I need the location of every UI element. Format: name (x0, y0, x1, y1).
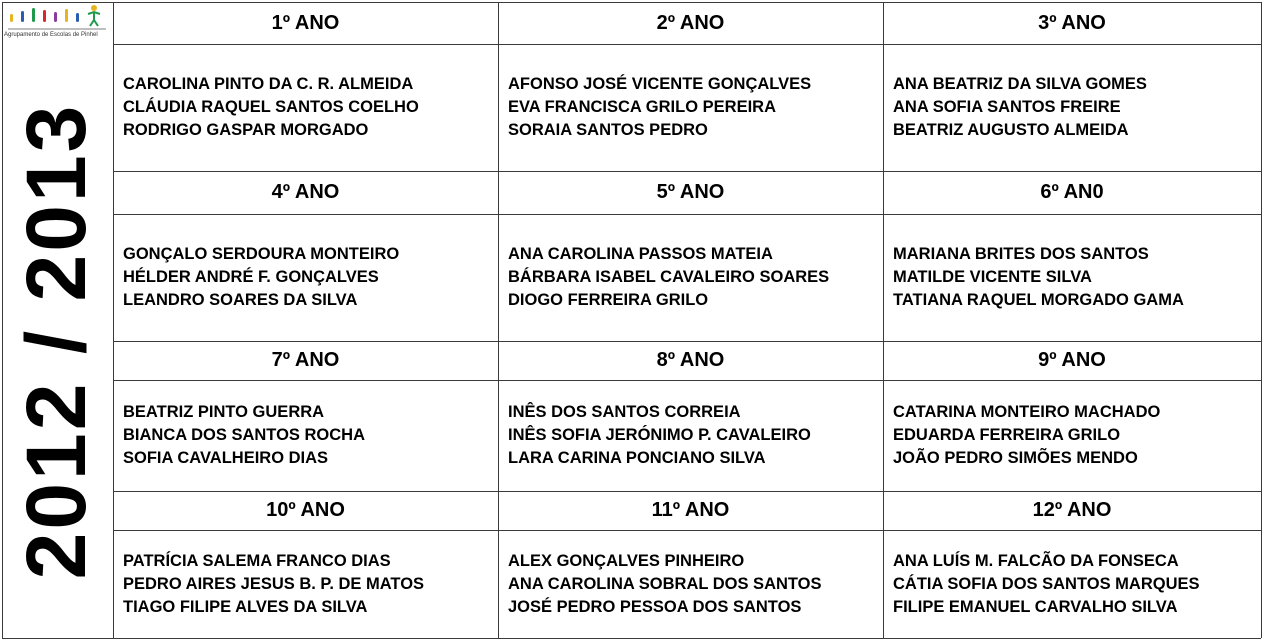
student-name: SORAIA SANTOS PEDRO (508, 121, 708, 139)
logo-text: Agrupamento de Escolas de Pinhel (4, 32, 98, 38)
grid-line-vertical (1261, 2, 1262, 638)
student-name: BÁRBARA ISABEL CAVALEIRO SOARES (508, 268, 830, 286)
student-name: PEDRO AIRES JESUS B. P. DE MATOS (123, 575, 425, 593)
student-name: MARIANA BRITES DOS SANTOS (893, 245, 1149, 263)
student-list (893, 73, 1257, 142)
logo-figure-body (88, 12, 100, 26)
grade-title: 3º ANO (1038, 11, 1106, 34)
student-name: BEATRIZ PINTO GUERRA (123, 403, 325, 421)
student-name: ANA CAROLINA PASSOS MATEIA (508, 245, 773, 263)
student-name: GONÇALO SERDOURA MONTEIRO (123, 245, 400, 263)
student-name: EDUARDA FERREIRA GRILO (893, 426, 1121, 444)
student-list (893, 550, 1257, 619)
grade-title: 11º ANO (651, 499, 730, 521)
student-name: CLÁUDIA RAQUEL SANTOS COELHO (123, 98, 419, 116)
grade-title: 4º ANO (271, 181, 340, 203)
grid-line-header (113, 44, 1261, 45)
student-name: CATARINA MONTEIRO MACHADO (893, 403, 1161, 421)
student-name: SOFIA CAVALHEIRO DIAS (123, 449, 329, 467)
student-name: JOSÉ PEDRO PESSOA DOS SANTOS (508, 598, 802, 616)
student-list (508, 401, 879, 470)
student-name: LARA CARINA PONCIANO SILVA (508, 449, 766, 467)
student-name: RODRIGO GASPAR MORGADO (123, 121, 369, 139)
grade-title: 8º ANO (656, 349, 725, 371)
student-name: MATILDE VICENTE SILVA (893, 268, 1092, 286)
student-name: DIOGO FERREIRA GRILO (508, 291, 709, 309)
student-list (508, 550, 879, 619)
student-name: ANA CAROLINA SOBRAL DOS SANTOS (508, 575, 822, 593)
student-name: HÉLDER ANDRÉ F. GONÇALVES (123, 268, 379, 286)
student-name: PATRÍCIA SALEMA FRANCO DIAS (123, 552, 391, 570)
grid-line-left (2, 2, 3, 638)
student-name: TATIANA RAQUEL MORGADO GAMA (893, 291, 1184, 309)
grid-line-vertical (113, 2, 114, 638)
logo-bar (43, 10, 46, 22)
grade-title: 5º ANO (656, 181, 725, 203)
logo-bar (54, 12, 57, 22)
student-name: TIAGO FILIPE ALVES DA SILVA (123, 598, 368, 616)
student-name: ANA BEATRIZ DA SILVA GOMES (893, 75, 1147, 93)
student-name: ALEX GONÇALVES PINHEIRO (508, 552, 745, 570)
grade-title: 1º ANO (271, 11, 340, 34)
student-list (123, 243, 494, 312)
student-name: FILIPE EMANUEL CARVALHO SILVA (893, 598, 1178, 616)
student-name: JOÃO PEDRO SIMÕES MENDO (893, 449, 1138, 467)
student-name: ANA SOFIA SANTOS FREIRE (893, 98, 1121, 116)
logo-bar (10, 14, 13, 22)
student-list (508, 73, 879, 142)
logo-bar (32, 8, 35, 22)
student-name: BIANCA DOS SANTOS ROCHA (123, 426, 366, 444)
grid-line-vertical (883, 2, 884, 638)
logo-bars-icon (2, 2, 110, 32)
logo-bar (65, 9, 68, 22)
logo-bar (76, 13, 79, 22)
grade-title: 10º ANO (266, 499, 345, 521)
student-name: LEANDRO SOARES DA SILVA (123, 291, 358, 309)
student-list (893, 401, 1257, 470)
grade-title: 12º ANO (1032, 499, 1112, 521)
student-name: ANA LUÍS M. FALCÃO DA FONSECA (893, 552, 1179, 570)
student-name: CÁTIA SOFIA DOS SANTOS MARQUES (893, 575, 1200, 593)
student-list (508, 243, 879, 312)
student-name: INÊS DOS SANTOS CORREIA (508, 403, 741, 421)
student-name: CAROLINA PINTO DA C. R. ALMEIDA (123, 75, 414, 93)
grid-line-header (113, 530, 1261, 531)
school-year-label: 2012 / 2013 (9, 102, 103, 580)
student-name: AFONSO JOSÉ VICENTE GONÇALVES (508, 75, 812, 93)
grade-title: 9º ANO (1038, 349, 1106, 371)
student-name: INÊS SOFIA JERÓNIMO P. CAVALEIRO (508, 426, 811, 444)
student-list (123, 401, 494, 470)
grid-line-header (113, 214, 1261, 215)
logo-bar (21, 11, 24, 22)
grade-title: 2º ANO (656, 11, 725, 34)
grid-line-bottom (2, 638, 1261, 639)
student-list (893, 243, 1257, 312)
grade-title: 6º AN0 (1040, 181, 1104, 203)
student-name: EVA FRANCISCA GRILO PEREIRA (508, 98, 776, 116)
student-list (123, 73, 494, 142)
logo-figure-head (91, 5, 97, 11)
grid-line-header (113, 380, 1261, 381)
grid-line-vertical (498, 2, 499, 638)
student-name: BEATRIZ AUGUSTO ALMEIDA (893, 121, 1129, 139)
school-logo (2, 2, 110, 42)
grade-title: 7º ANO (271, 349, 340, 371)
student-list (123, 550, 494, 619)
